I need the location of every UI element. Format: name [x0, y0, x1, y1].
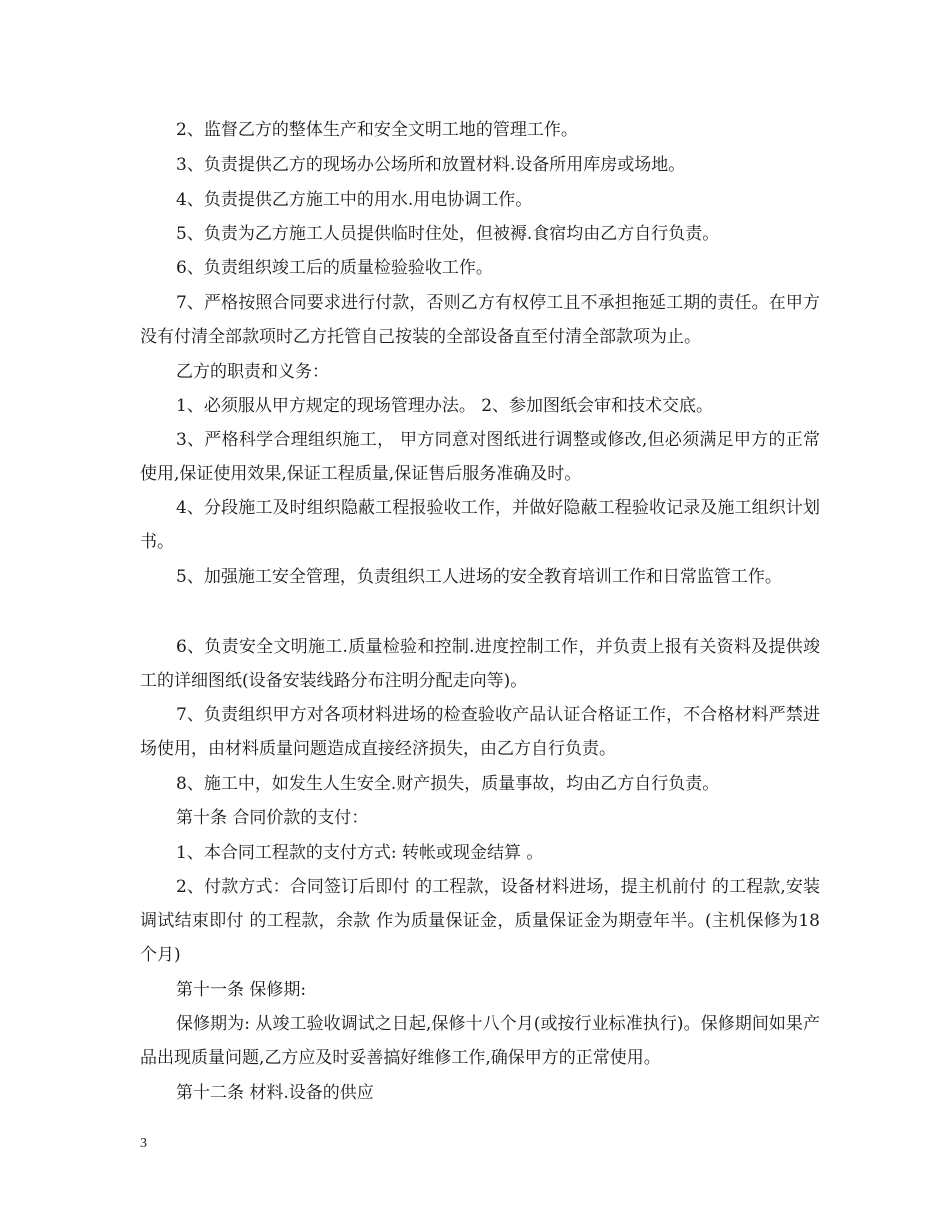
- paragraph: 4、负责提供乙方施工中的用水.用电协调工作。: [176, 190, 533, 210]
- paragraph: 3、严格科学合理组织施工， 甲方同意对图纸进行调整或修改,但必须满足甲方的正常使用,保证使用效果,保证工程质量,保证售后服务准确及时。: [140, 430, 820, 484]
- paragraph: 1、本合同工程款的支付方式: 转帐或现金结算 。: [176, 843, 544, 863]
- paragraph: 3、负责提供乙方的现场办公场所和放置材料.设备所用库房或场地。: [176, 155, 686, 175]
- paragraph: 8、施工中，如发生人生安全.财产损失，质量事故，均由乙方自行负责。: [176, 774, 720, 794]
- paragraph: 5、负责为乙方施工人员提供临时住处，但被褥.食宿均由乙方自行负责。: [176, 224, 720, 244]
- paragraph: 2、付款方式：合同签订后即付 的工程款，设备材料进场，提主机前付 的工程款,安装调试结束即付 的工程款，余款 作为质量保证金，质量保证金为期壹年半。(主机保修为18个月): [140, 877, 820, 965]
- paragraph: 4、分段施工及时组织隐蔽工程报验收工作，并做好隐蔽工程验收记录及施工组织计划书。: [140, 498, 820, 552]
- paragraph: 2、监督乙方的整体生产和安全文明工地的管理工作。: [176, 120, 578, 140]
- paragraph: 7、负责组织甲方对各项材料进场的检查验收产品认证合格证工作，不合格材料严禁进场使用，由材料质量问题造成直接经济损失，由乙方自行负责。: [140, 705, 820, 759]
- paragraph: 6、负责组织竣工后的质量检验验收工作。: [176, 258, 493, 278]
- paragraph: 6、负责安全文明施工.质量检验和控制.进度控制工作，并负责上报有关资料及提供竣工的详细图纸(设备安装线路分布注明分配走向等)。: [140, 637, 820, 691]
- page-number: 3: [140, 1136, 147, 1151]
- paragraph: 乙方的职责和义务：: [176, 362, 329, 382]
- paragraph: 1、必须服从甲方规定的现场管理办法。 2、参加图纸会审和技术交底。: [176, 396, 714, 416]
- section-heading: 第十条 合同价款的支付：: [176, 808, 369, 828]
- paragraph: 5、加强施工安全管理，负责组织工人进场的安全教育培训工作和日常监管工作。: [176, 567, 782, 587]
- paragraph: 7、严格按照合同要求进行付款，否则乙方有权停工且不承担拖延工期的责任。在甲方没有付清全部款项时乙方托管自己按装的全部设备直至付清全部款项为止。: [140, 293, 820, 347]
- section-heading: 第十一条 保修期:: [176, 980, 307, 1000]
- section-heading: 第十二条 材料.设备的供应: [176, 1083, 374, 1103]
- paragraph: 保修期为: 从竣工验收调试之日起,保修十八个月(或按行业标准执行)。保修期间如果产品出现质量问题,乙方应及时妥善搞好维修工作,确保甲方的正常使用。: [140, 1014, 820, 1068]
